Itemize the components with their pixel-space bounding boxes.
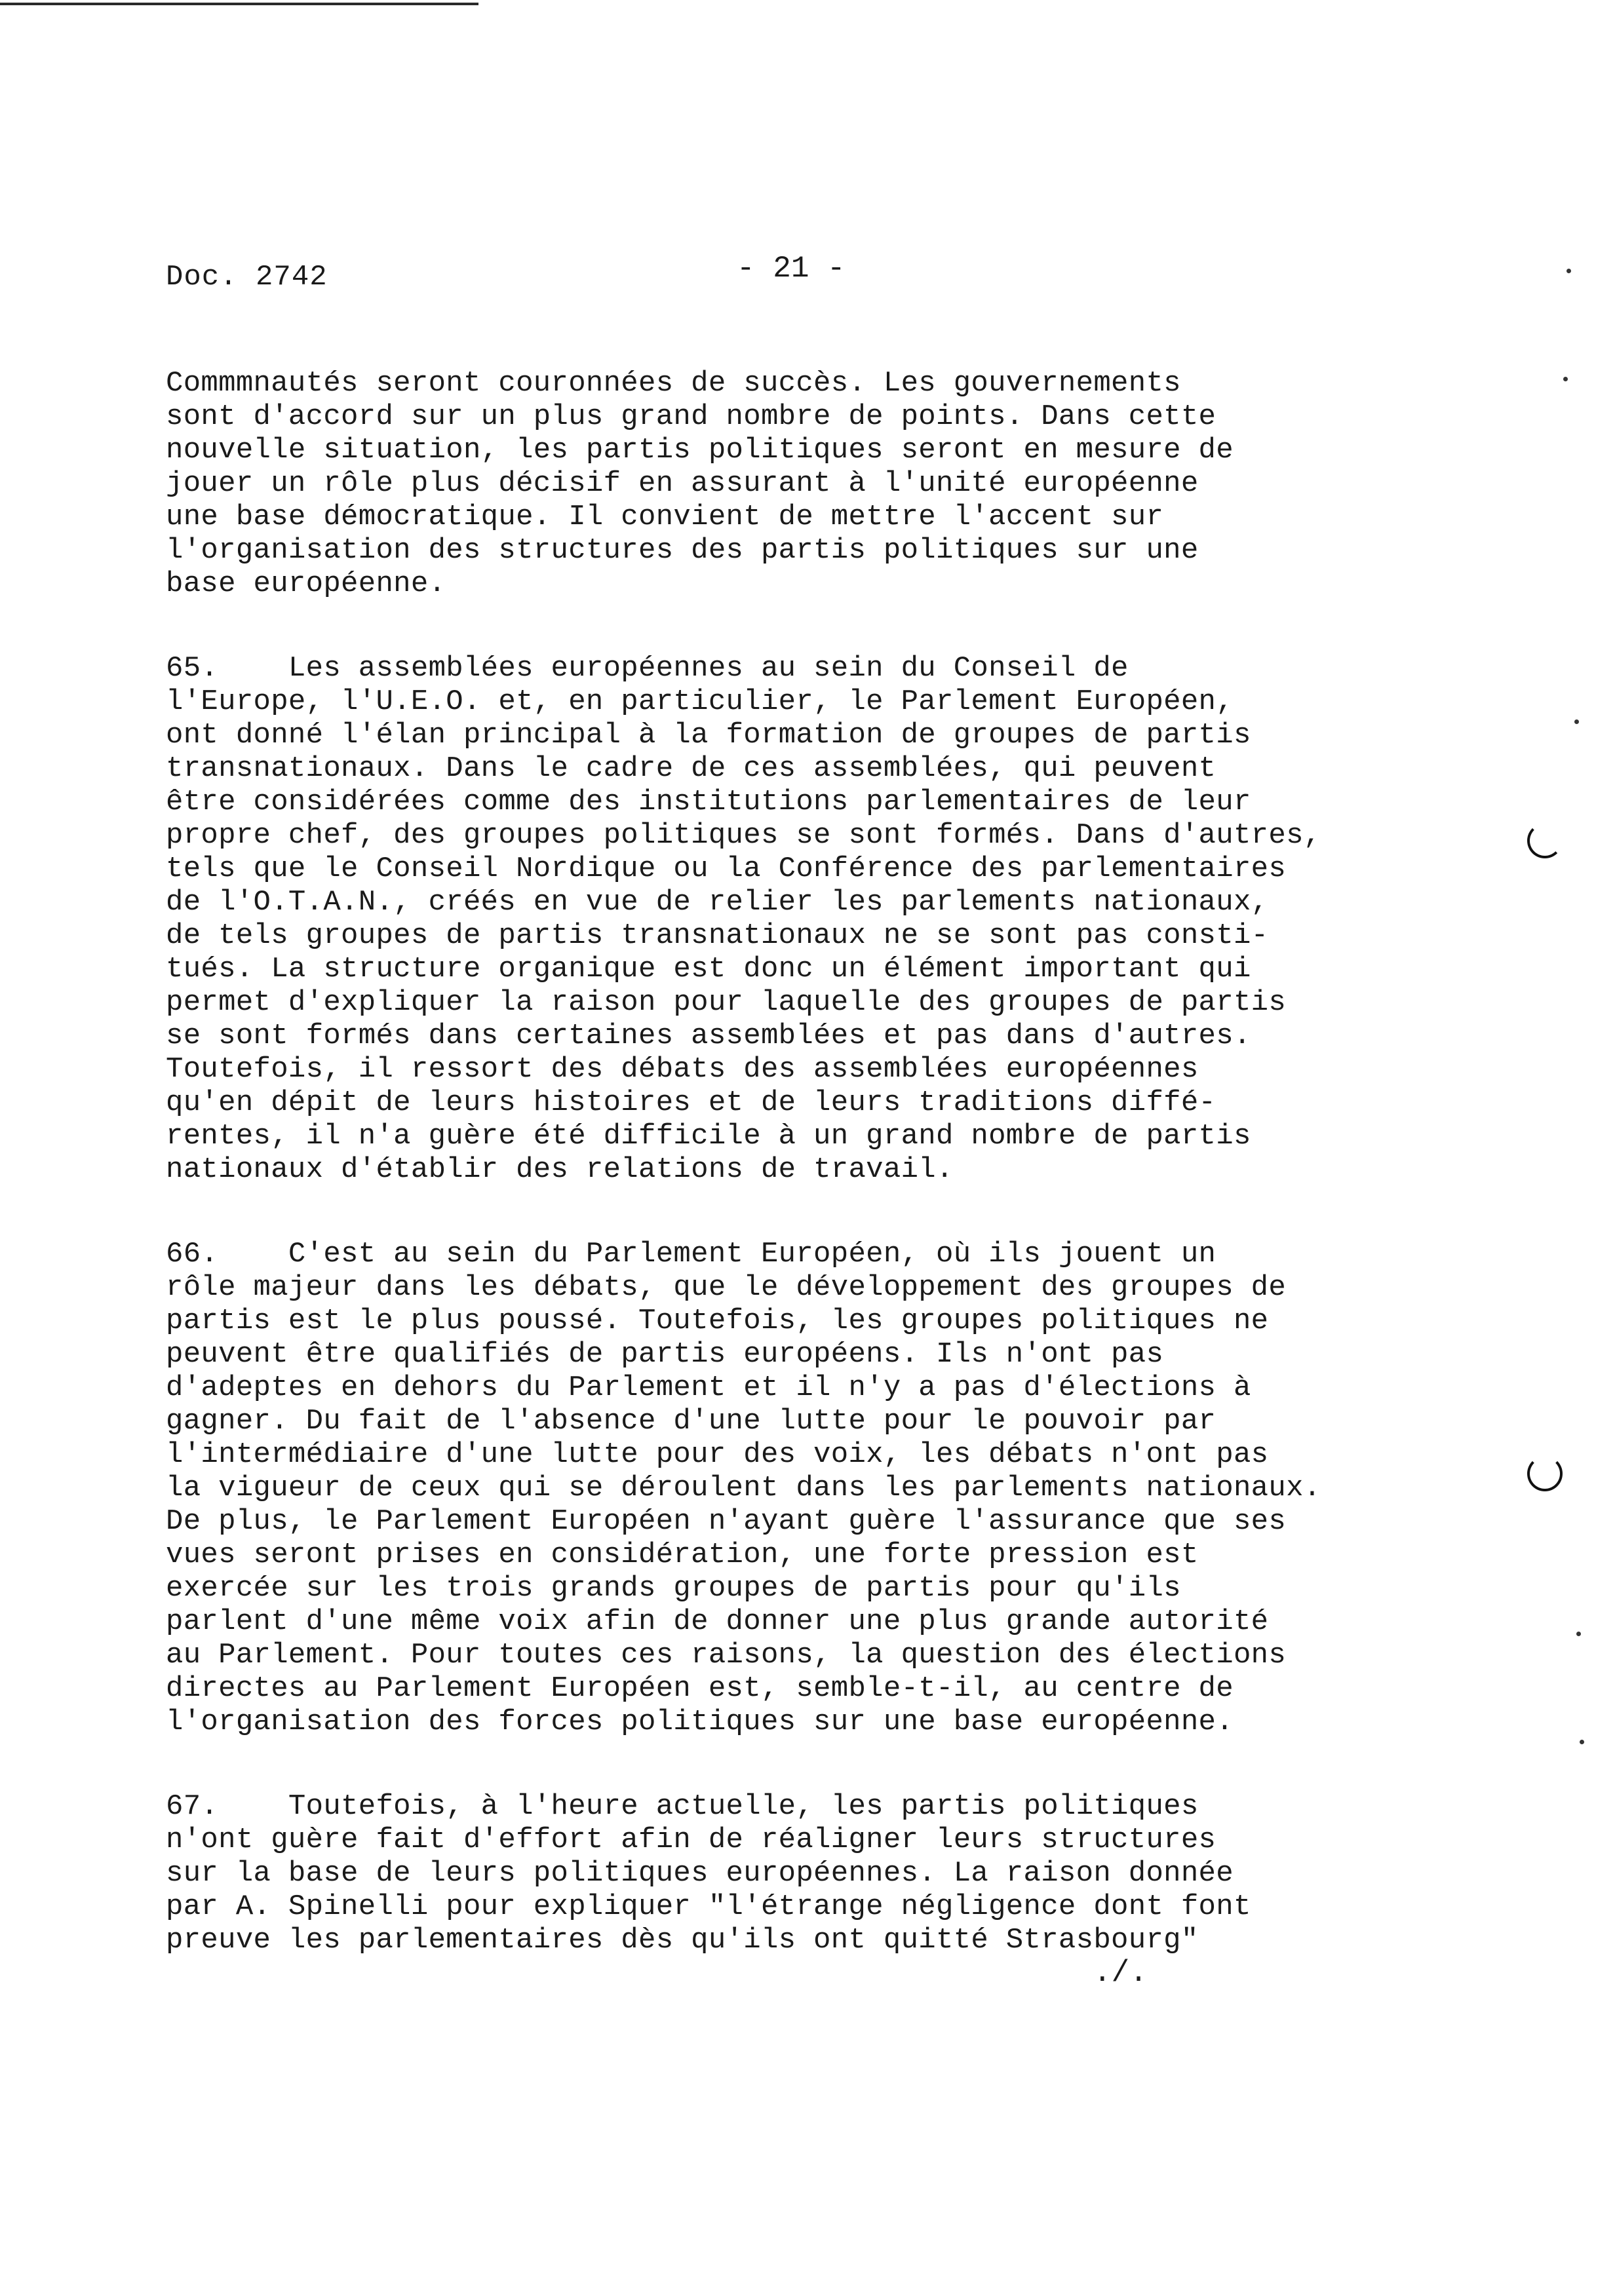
text-line: d'adeptes en dehors du Parlement et il n'y a pas d'élections à — [166, 1371, 1251, 1404]
punch-hole-mark — [1527, 823, 1563, 858]
text-line: la vigueur de ceux qui se déroulent dans les parlements nationaux. — [166, 1472, 1321, 1504]
text-line: l'organisation des forces politiques sur une base européenne. — [166, 1706, 1234, 1738]
text-line: tels que le Conseil Nordique ou la Conférence des parlementaires — [166, 852, 1287, 885]
text-line: une base démocratique. Il convient de mettre l'accent sur — [166, 501, 1164, 533]
text-line: exercée sur les trois grands groupes de partis pour qu'ils — [166, 1572, 1181, 1605]
text-line: rôle majeur dans les débats, que le développement des groupes de — [166, 1271, 1287, 1304]
text-line: jouer un rôle plus décisif en assurant à l'unité européenne — [166, 467, 1199, 500]
document-reference: Doc. 2742 — [166, 261, 328, 294]
text-line: l'intermédiaire d'une lutte pour des voix, les débats n'ont pas — [166, 1438, 1269, 1471]
paragraph-spacer — [166, 1739, 1411, 1790]
scan-speck — [1574, 719, 1579, 724]
text-line: être considérées comme des institutions parlementaires de leur — [166, 786, 1251, 818]
text-line: 66. C'est au sein du Parlement Européen, où ils jouent un — [166, 1238, 1216, 1271]
text-line: n'ont guère fait d'effort afin de réaligner leurs structures — [166, 1824, 1216, 1856]
text-line: base européenne. — [166, 567, 446, 600]
text-line: se sont formés dans certaines assemblées et pas dans d'autres. — [166, 1020, 1251, 1052]
text-line: permet d'expliquer la raison pour laquelle des groupes de partis — [166, 986, 1287, 1019]
scan-speck — [1580, 1740, 1584, 1744]
page-number: - 21 - — [737, 252, 846, 286]
text-line: sur la base de leurs politiques européennes. La raison donnée — [166, 1857, 1234, 1890]
text-line: 65. Les assemblées européennes au sein du Conseil de — [166, 652, 1129, 685]
text-line: Toutefois, il ressort des débats des assemblées européennes — [166, 1053, 1199, 1086]
text-line: au Parlement. Pour toutes ces raisons, la question des élections — [166, 1639, 1287, 1672]
text-line: l'Europe, l'U.E.O. et, en particulier, le Parlement Européen, — [166, 685, 1234, 718]
text-line: vues seront prises en considération, une forte pression est — [166, 1539, 1199, 1571]
paragraph-65 — [166, 652, 1411, 1187]
scan-speck — [1566, 269, 1571, 273]
document-body — [166, 367, 1411, 1957]
scan-speck — [1563, 377, 1568, 381]
text-line: transnationaux. Dans le cadre de ces assemblées, qui peuvent — [166, 752, 1216, 785]
text-line: nouvelle situation, les partis politiques seront en mesure de — [166, 434, 1234, 467]
text-line: l'organisation des structures des partis politiques sur une — [166, 534, 1199, 567]
text-line: ont donné l'élan principal à la formation de groupes de partis — [166, 719, 1251, 752]
top-edge-rule — [0, 3, 478, 5]
text-line: de l'O.T.A.N., créés en vue de relier les parlements nationaux, — [166, 886, 1269, 919]
text-line: de tels groupes de partis transnationaux ne se sont pas consti- — [166, 919, 1269, 952]
text-line: peuvent être qualifiés de partis européens. Ils n'ont pas — [166, 1338, 1164, 1371]
paragraph-spacer — [166, 1187, 1411, 1238]
text-line: Commmnautés seront couronnées de succès. Les gouvernements — [166, 367, 1181, 400]
paragraph-spacer — [166, 601, 1411, 652]
paragraph-66 — [166, 1238, 1411, 1739]
text-line: gagner. Du fait de l'absence d'une lutte pour le pouvoir par — [166, 1405, 1216, 1438]
text-line: sont d'accord sur un plus grand nombre de points. Dans cette — [166, 400, 1216, 433]
text-line: partis est le plus poussé. Toutefois, les groupes politiques ne — [166, 1305, 1269, 1337]
text-line: De plus, le Parlement Européen n'ayant guère l'assurance que ses — [166, 1505, 1287, 1538]
paragraph-continued — [166, 367, 1411, 601]
paragraph-67 — [166, 1790, 1411, 1957]
text-line: directes au Parlement Européen est, semble-t-il, au centre de — [166, 1672, 1234, 1705]
text-line: propre chef, des groupes politiques se sont formés. Dans d'autres, — [166, 819, 1321, 852]
text-line: 67. Toutefois, à l'heure actuelle, les partis politiques — [166, 1790, 1199, 1823]
text-line: qu'en dépit de leurs histoires et de leurs traditions diffé- — [166, 1086, 1216, 1119]
text-line: par A. Spinelli pour expliquer "l'étrange négligence dont font — [166, 1890, 1251, 1923]
punch-hole-mark — [1527, 1456, 1563, 1491]
text-line: nationaux d'établir des relations de travail. — [166, 1153, 954, 1186]
continuation-mark: ./. — [1093, 1956, 1148, 1990]
text-line: rentes, il n'a guère été difficile à un grand nombre de partis — [166, 1120, 1251, 1153]
text-line: preuve les parlementaires dès qu'ils ont quitté Strasbourg" — [166, 1924, 1199, 1957]
text-line: parlent d'une même voix afin de donner une plus grande autorité — [166, 1605, 1269, 1638]
scan-speck — [1576, 1632, 1581, 1636]
text-line: tués. La structure organique est donc un élément important qui — [166, 953, 1251, 985]
